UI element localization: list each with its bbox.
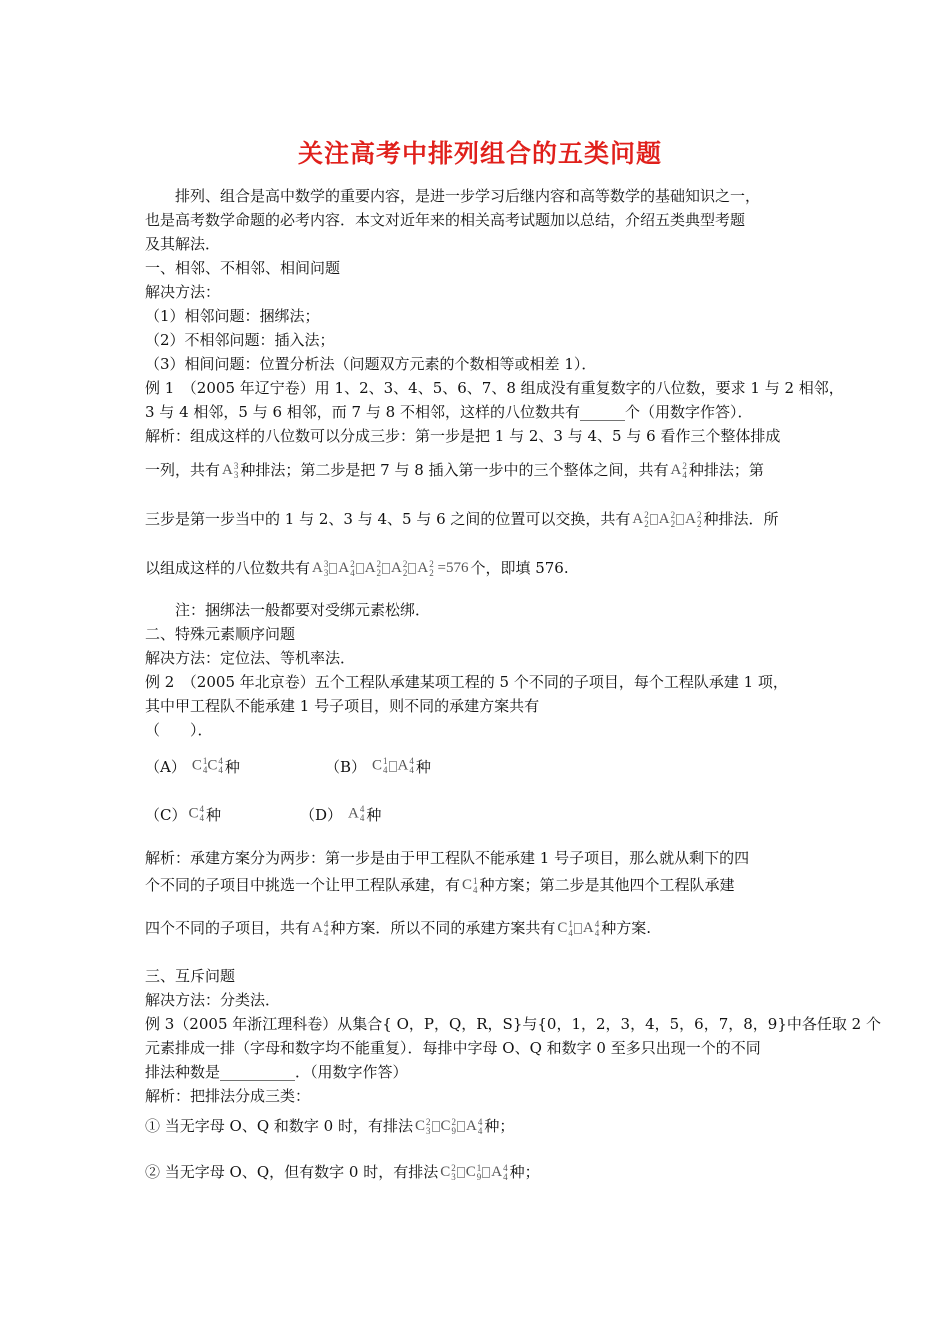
solution-text: 解析：组成这样的八位数可以分成三步：第一步是把 1 与 2、3 与 4、5 与 6 看作三个整体排成 <box>145 427 781 445</box>
option-d: （D） A 4 4 种 <box>300 804 382 824</box>
document-page <box>145 130 881 1200</box>
method-label: 解决方法：定位法、等机率法． <box>145 649 356 667</box>
formula-a42: A 2 4 <box>670 460 687 480</box>
example-text: 例 1 （2005 年辽宁卷）用 1、2、3、4、5、6、7、8 组成没有重复数字的八位数，要求 1 与 2 相邻， <box>145 379 844 397</box>
note-text: 注：捆绑法一般都要对受绑元素松绑． <box>175 601 431 619</box>
formula-a22-cubed: A 2 2 A 2 2 A 2 2 <box>632 509 702 529</box>
solution-line: 以组成这样的八位数共有 A 3 3 A 2 4 A 2 2 A 2 2 A 2 2 =576 个，即填 576. <box>145 546 815 590</box>
option-c: （C） C 4 4 种 <box>145 804 222 824</box>
solution-text: 解析：把排法分成三类： <box>145 1087 311 1105</box>
formula-total: A 3 3 A 2 4 A 2 2 A 2 2 A 2 2 =576 <box>312 558 469 578</box>
method-label: 解决方法：分类法． <box>145 991 281 1009</box>
solution-text: 解析：承建方案分为两步：第一步是由于甲工程队不能承建 1 号子项目，那么就从剩下的四 <box>145 849 750 867</box>
method-item: （2）不相邻问题：插入法； <box>145 331 335 349</box>
case-line: ② 当无字母 O、Q，但有数字 0 时，有排法 C 2 3 C 1 9 A 4 4 种； <box>145 1162 540 1182</box>
example-text: 例 2 （2005 年北京卷）五个工程队承建某项工程的 5 个不同的子项目，每个工程队承建 1 项， <box>145 673 788 691</box>
intro-line: 也是高考数学命题的必考内容．本文对近年来的相关高考试题加以总结，介绍五类典型考题 <box>145 211 746 229</box>
solution-line: 三步是第一步当中的 1 与 2、3 与 4、5 与 6 之间的位置可以交换，共有 A 2 2 A 2 2 A 2 2 种排法．所 <box>145 492 815 546</box>
example-text: （ ）． <box>145 721 213 739</box>
solution-line: 一列，共有 A 3 3 种排法；第二步是把 7 与 8 插入第一步中的三个整体之间，共有 A 2 4 种排法；第 <box>145 448 815 492</box>
section-heading: 二、特殊元素顺序问题 <box>145 625 296 643</box>
case-line: ① 当无字母 O、Q 和数字 0 时，有排法 C 2 3 C 2 9 A 4 4 种； <box>145 1116 515 1136</box>
intro-line: 及其解法． <box>145 235 221 253</box>
option-a: （A） C 1 4 C 4 4 种 <box>145 756 240 776</box>
page-title: 关注高考中排列组合的五类问题 <box>297 139 662 168</box>
option-b: （B） C 1 4 A 4 4 种 <box>325 756 431 776</box>
method-label: 解决方法： <box>145 283 221 301</box>
section-heading: 三、互斥问题 <box>145 967 236 985</box>
section-heading: 一、相邻、不相邻、相间问题 <box>145 259 341 277</box>
example-text: 其中甲工程队不能承建 1 号子项目，则不同的承建方案共有 <box>145 697 540 715</box>
method-item: （1）相邻问题：捆绑法； <box>145 307 320 325</box>
options-row <box>145 742 815 790</box>
formula-a33: A 3 3 <box>222 460 239 480</box>
intro-line: 排列、组合是高中数学的重要内容，是进一步学习后继内容和高等数学的基础知识之一， <box>175 187 761 205</box>
solution-line: 个不同的子项目中挑选一个让甲工程队承建，有 C 1 4 种方案；第二步是其他四个工程队承建 <box>145 875 735 895</box>
example-text: 排法种数是__________．（用数字作答） <box>145 1063 408 1081</box>
solution-line: 四个不同的子项目，共有 A 4 4 种方案．所以不同的承建方案共有 C 1 4 A 4 4 种方案. <box>145 918 652 938</box>
options-row <box>145 790 815 838</box>
method-item: （3）相间问题：位置分析法（问题双方元素的个数相等或相差 1）． <box>145 355 597 373</box>
example-text: 元素排成一排（字母和数字均不能重复）．每排中字母 O、Q 和数字 0 至多只出现一个的不同 <box>145 1039 761 1057</box>
example-text: 例 3（2005 年浙江理科卷）从集合{ O，P，Q，R，S}与{0，1，2，3，4，5，6，7，8，9}中各任取 2 个 <box>145 1015 881 1033</box>
example-text: 3 与 4 相邻，5 与 6 相邻，而 7 与 8 不相邻，这样的八位数共有______个（用数字作答）． <box>145 403 753 421</box>
